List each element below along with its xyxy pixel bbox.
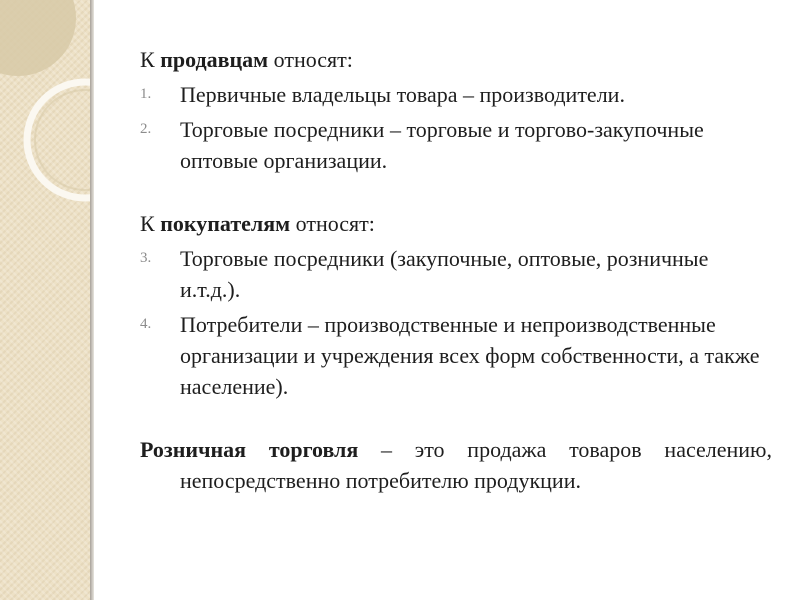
list-number: 2. bbox=[140, 121, 152, 137]
list-number: 4. bbox=[140, 316, 152, 332]
list-number: 1. bbox=[140, 86, 152, 102]
sellers-heading: К продавцам относят: bbox=[140, 47, 353, 72]
ring-circle-inner bbox=[35, 90, 90, 190]
decorative-sidebar bbox=[0, 0, 90, 600]
retail-definition bbox=[140, 434, 772, 496]
buyers-bold-term: покупателям bbox=[160, 211, 291, 236]
definition-text: – это продажа товаров населению, непосредственно потребителю продукции. bbox=[180, 437, 772, 493]
sidebar-divider bbox=[90, 0, 94, 600]
list-number: 3. bbox=[140, 250, 152, 266]
ring-circle bbox=[27, 82, 90, 198]
definition-term: Розничная торговля bbox=[140, 437, 359, 462]
buyers-heading: К покупателям относят: bbox=[140, 211, 375, 236]
list-item bbox=[140, 79, 772, 110]
filled-circle-top bbox=[0, 0, 76, 76]
list-item-text: Торговые посредники – торговые и торгово-закупочные оптовые организации. bbox=[180, 117, 704, 173]
list-item-text: Первичные владельцы товара – производители. bbox=[180, 82, 625, 107]
list-item bbox=[140, 309, 772, 402]
slide-content bbox=[140, 44, 772, 496]
list-item-text: Потребители – производственные и непроизводственные организации и учреждения всех форм собственности, а также население). bbox=[180, 312, 760, 399]
sellers-bold-term: продавцам bbox=[160, 47, 269, 72]
list-item-text: Торговые посредники (закупочные, оптовые, розничные и.т.д.). bbox=[180, 246, 709, 302]
list-item bbox=[140, 243, 772, 305]
list-item bbox=[140, 114, 772, 176]
decorative-circles bbox=[0, 0, 90, 600]
